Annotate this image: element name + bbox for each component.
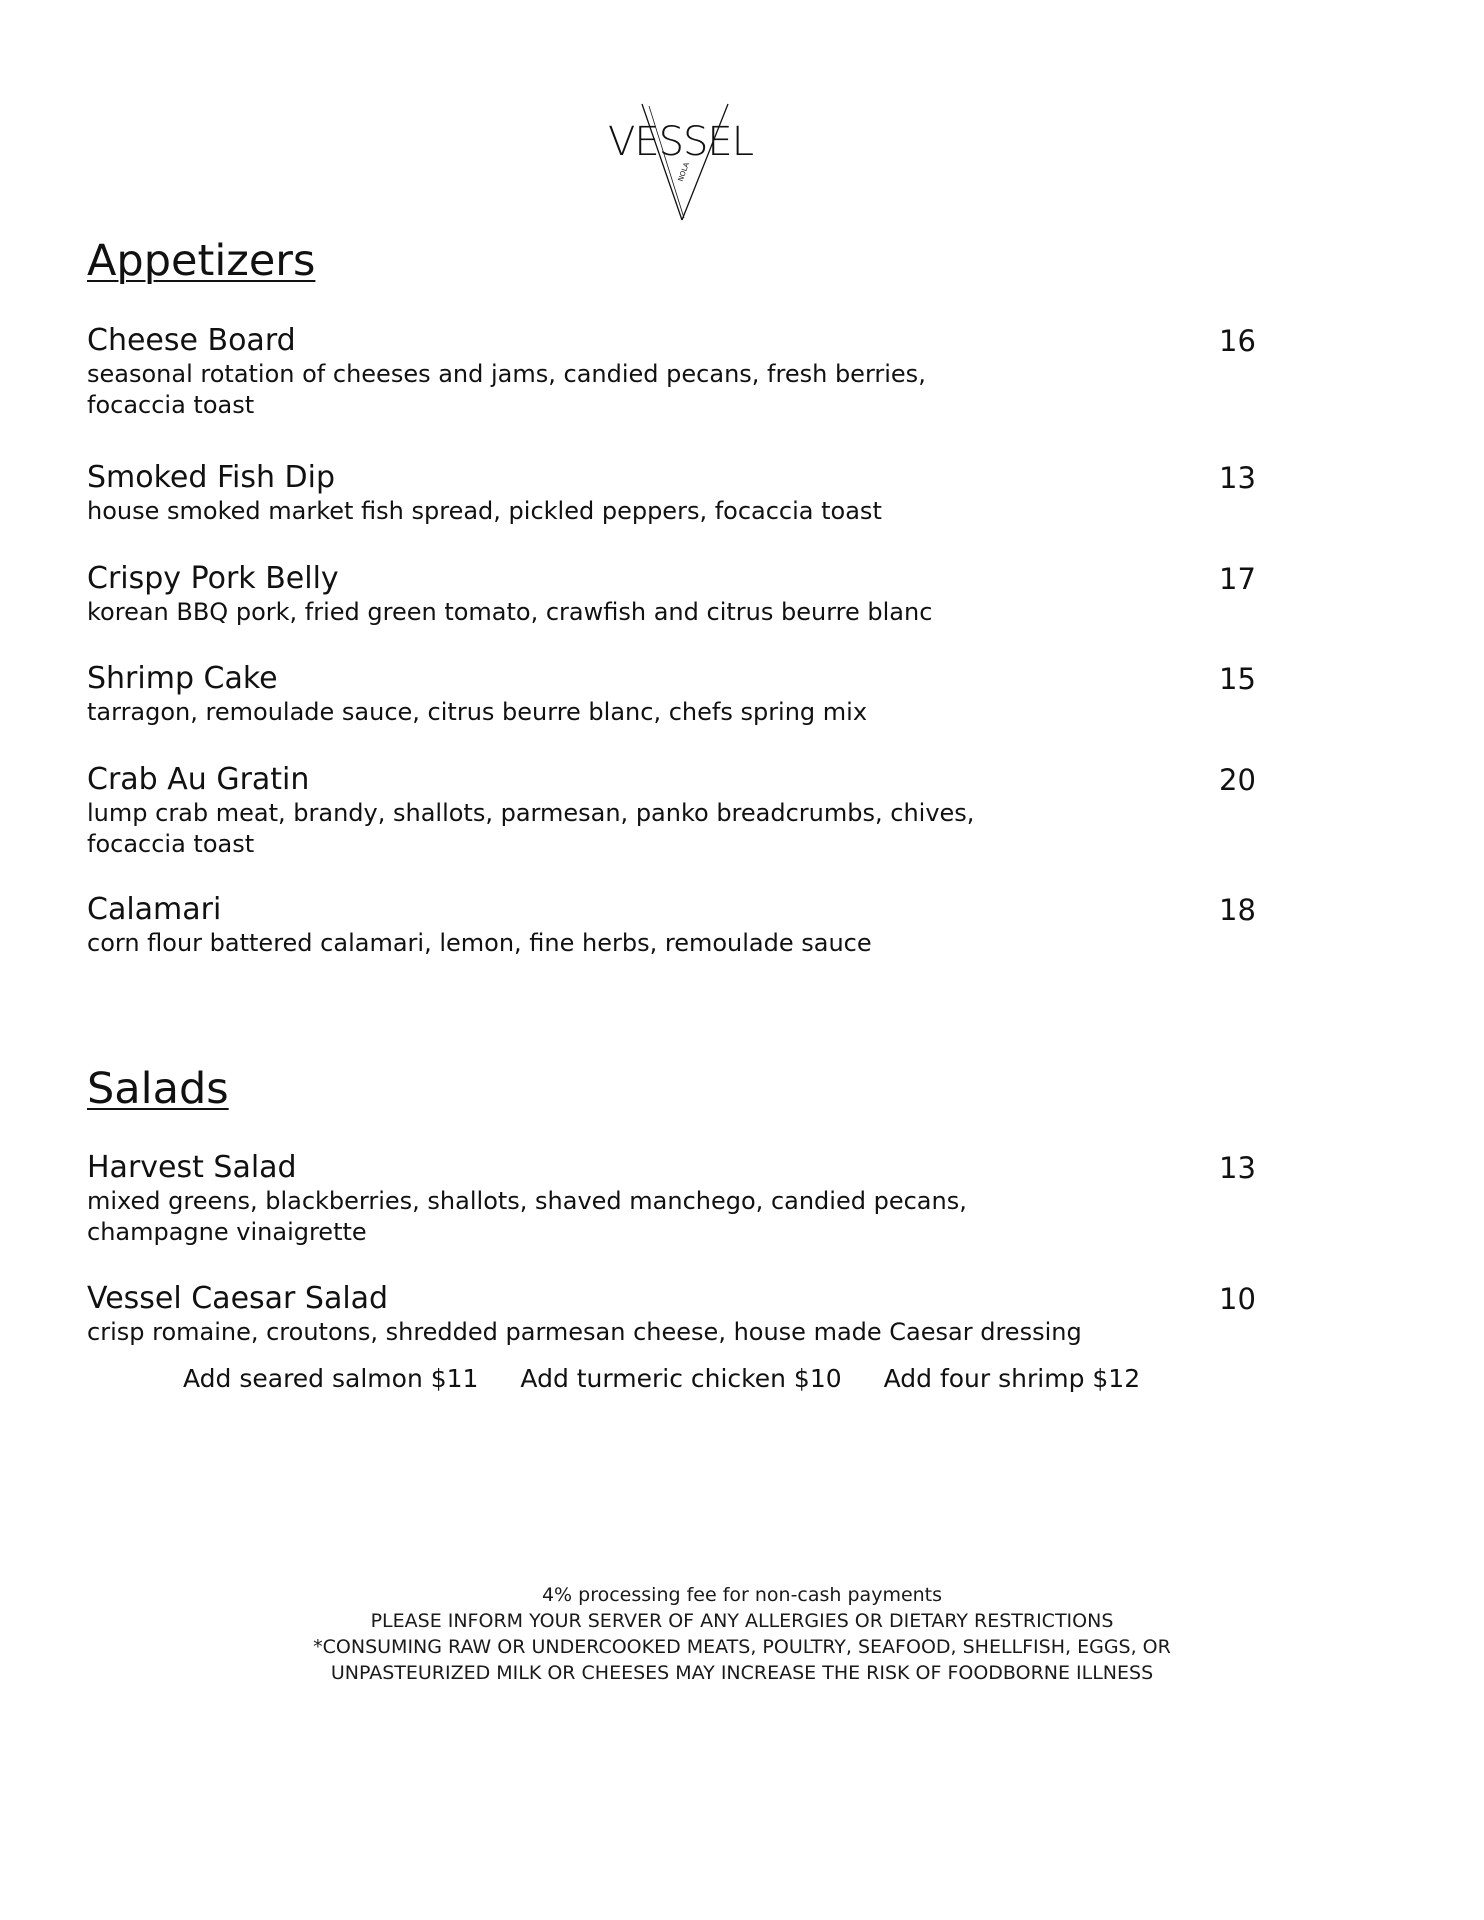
menu-item [87,662,1267,728]
addon-shrimp: Add four shrimp $12 [883,1364,1141,1393]
menu-item [87,893,1267,959]
salad-addons [183,1364,1174,1393]
description-line: tarragon, remoulade sauce, citrus beurre blanc, chefs spring mix [87,698,868,726]
item-description [87,597,1267,628]
footer-line: UNPASTEURIZED MILK OR CHEESES MAY INCREASE THE RISK OF FOODBORNE ILLNESS [330,1662,1154,1684]
description-line: mixed greens, blackberries, shallots, shaved manchego, candied pecans, [87,1187,967,1215]
item-price: 20 [1219,763,1256,797]
footer-line: *CONSUMING RAW OR UNDERCOOKED MEATS, POULTRY, SEAFOOD, SHELLFISH, EGGS, OR [313,1636,1171,1658]
item-name: Smoked Fish Dip [87,460,336,495]
item-price: 16 [1219,324,1256,358]
description-line: focaccia toast [87,391,255,419]
item-description [87,928,1267,959]
item-price: 13 [1219,1151,1256,1185]
item-description [87,798,1267,860]
logo-subtext: NOLA [676,161,691,183]
footer-line: 4% processing fee for non-cash payments [541,1584,943,1606]
description-line: crisp romaine, croutons, shredded parmesan cheese, house made Caesar dressing [87,1318,1082,1346]
addon-salmon: Add seared salmon $11 [183,1364,479,1393]
item-description [87,359,1267,421]
item-price: 17 [1219,562,1256,596]
item-name: Cheese Board [87,323,296,358]
description-line: korean BBQ pork, fried green tomato, crawfish and citrus beurre blanc [87,598,933,626]
menu-item [87,763,1267,860]
item-name: Calamari [87,892,222,927]
description-line: focaccia toast [87,830,255,858]
item-name: Crispy Pork Belly [87,561,339,596]
footer-notice [0,1582,1484,1686]
item-name: Vessel Caesar Salad [87,1281,389,1316]
description-line: house smoked market fish spread, pickled peppers, focaccia toast [87,497,882,525]
item-description [87,1317,1267,1348]
item-price: 10 [1219,1282,1256,1316]
description-line: champagne vinaigrette [87,1218,367,1246]
item-name: Harvest Salad [87,1150,297,1185]
footer-line: PLEASE INFORM YOUR SERVER OF ANY ALLERGIES OR DIETARY RESTRICTIONS [370,1610,1114,1632]
item-price: 18 [1219,893,1256,927]
item-name: Crab Au Gratin [87,762,310,797]
appetizers-heading: Appetizers [87,236,316,286]
item-price: 15 [1219,662,1256,696]
item-name: Shrimp Cake [87,661,278,696]
item-description [87,496,1267,527]
vessel-logo [602,96,762,226]
menu-item [87,1282,1267,1348]
menu-item [87,1151,1267,1248]
menu-item [87,324,1267,421]
item-description [87,1186,1267,1248]
menu-item [87,562,1267,628]
description-line: lump crab meat, brandy, shallots, parmesan, panko breadcrumbs, chives, [87,799,975,827]
item-price: 13 [1219,461,1256,495]
menu-item [87,461,1267,527]
description-line: corn flour battered calamari, lemon, fine herbs, remoulade sauce [87,929,872,957]
item-description [87,697,1267,728]
description-line: seasonal rotation of cheeses and jams, candied pecans, fresh berries, [87,360,926,388]
addon-chicken: Add turmeric chicken $10 [520,1364,842,1393]
logo-wordmark: VESSEL [608,119,753,165]
salads-heading: Salads [87,1064,229,1114]
